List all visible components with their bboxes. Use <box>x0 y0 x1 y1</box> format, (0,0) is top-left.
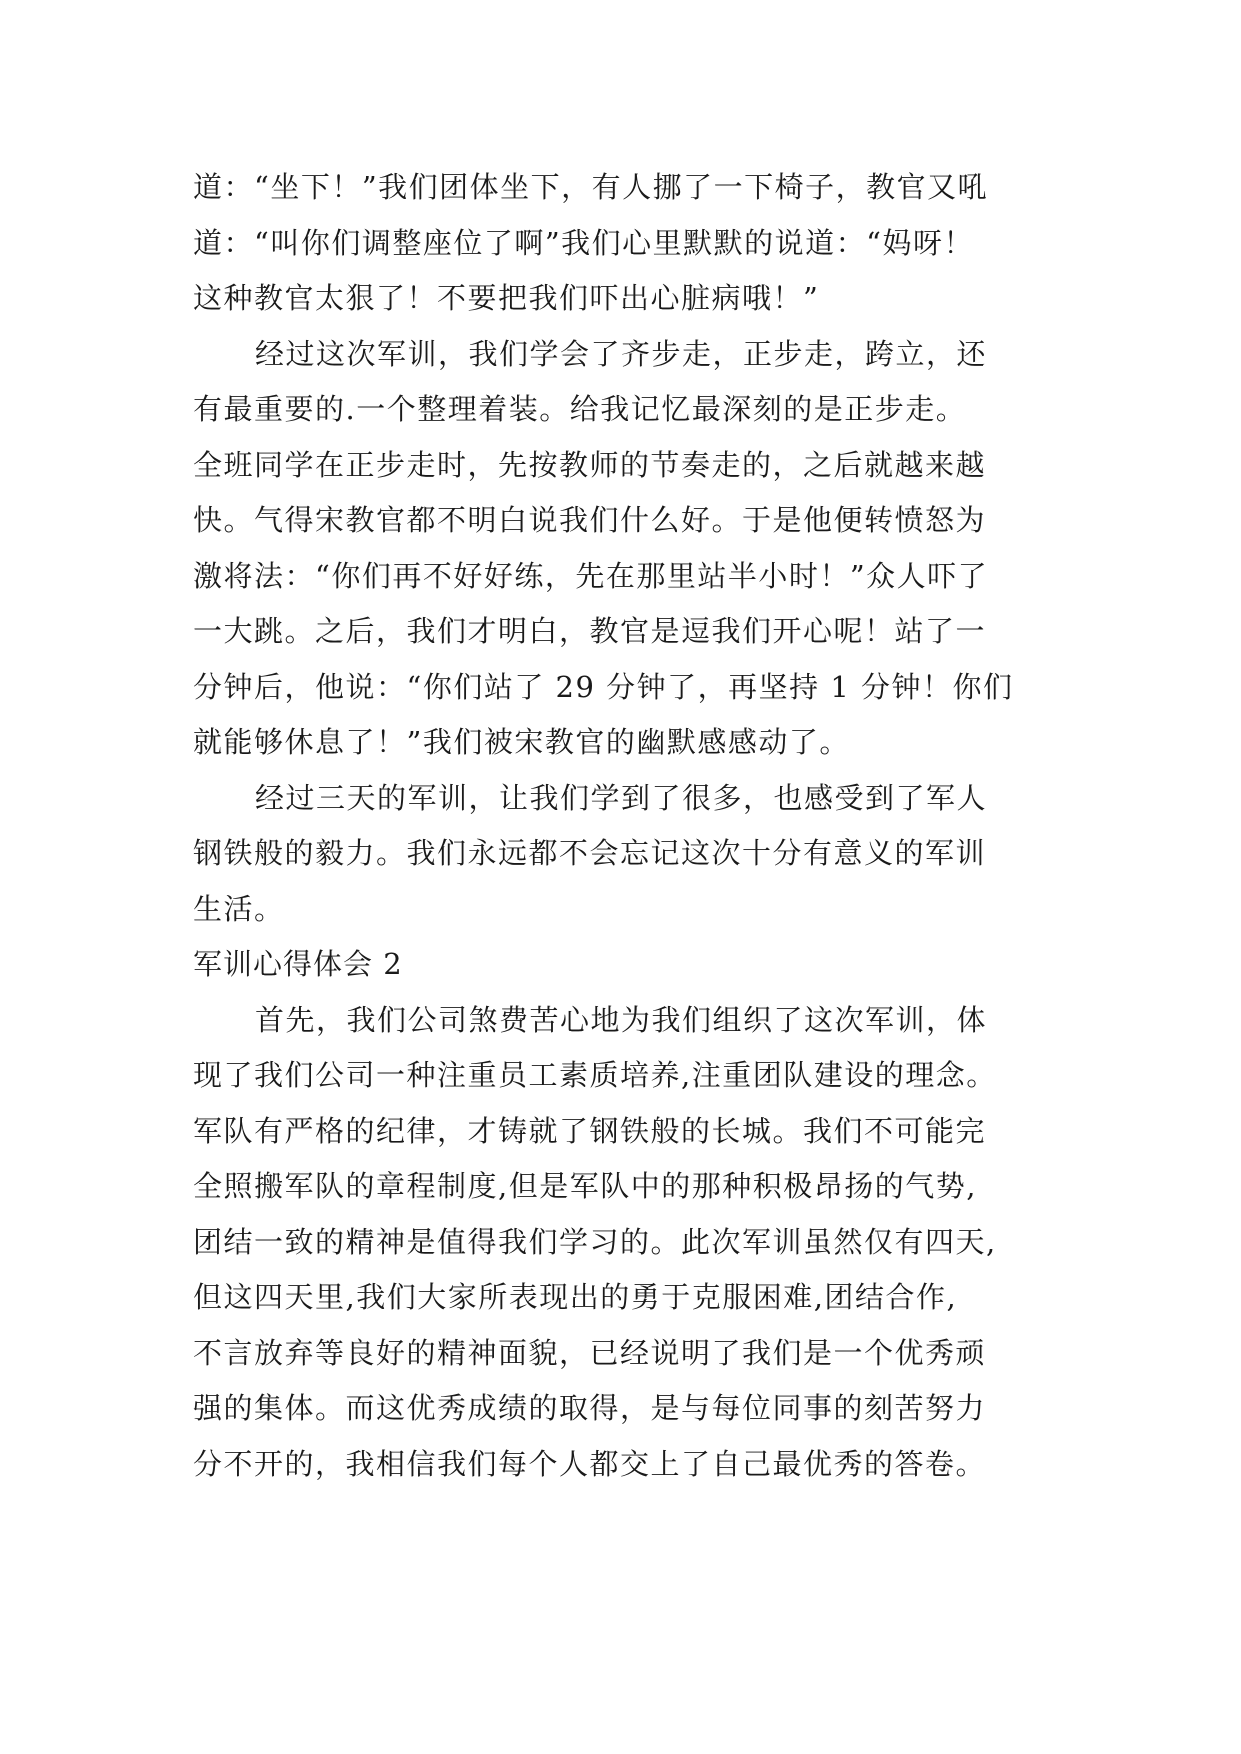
paragraph-first-line: 首先，我们公司煞费苦心地为我们组织了这次军训，体 <box>255 1002 988 1037</box>
text-line: 强的集体。而这优秀成绩的取得，是与每位同事的刻苦努力 <box>193 1391 987 1425</box>
text-line: 生活。 <box>193 891 285 926</box>
text-line: 钢铁般的毅力。我们永远都不会忘记这次十分有意义的军训 <box>193 836 987 870</box>
text-line: 一大跳。之后，我们才明白，教官是逗我们开心呢！站了一 <box>193 614 987 648</box>
text-line: 全班同学在正步走时，先按教师的节奏走的，之后就越来越 <box>193 447 987 482</box>
text-line: 快。气得宋教官都不明白说我们什么好。于是他便转愤怒为 <box>193 503 987 537</box>
paragraph-first-line: 经过三天的军训，让我们学到了很多，也感受到了军人 <box>255 780 988 815</box>
text-line: 就能够休息了！”我们被宋教官的幽默感感动了。 <box>193 725 850 759</box>
text-line: 军队有严格的纪律，才铸就了钢铁般的长城。我们不可能完 <box>193 1113 987 1148</box>
text-line: 分钟后，他说：“你们站了 29 分钟了，再坚持 1 分钟！你们 <box>193 669 1014 704</box>
text-line: 分不开的，我相信我们每个人都交上了自己最优秀的答卷。 <box>193 1446 987 1481</box>
document-body <box>193 160 1073 1492</box>
text-line: 有最重要的.一个整理着装。给我记忆最深刻的是正步走。 <box>193 392 967 426</box>
text-line: 团结一致的精神是值得我们学习的。此次军训虽然仅有四天, <box>193 1224 997 1259</box>
text-line: 道：“坐下！”我们团体坐下，有人挪了一下椅子，教官又吼 <box>193 170 989 204</box>
text-line: 现了我们公司一种注重员工素质培养,注重团队建设的理念。 <box>193 1058 997 1092</box>
text-line: 不言放弃等良好的精神面貌，已经说明了我们是一个优秀顽 <box>193 1335 987 1370</box>
section-heading: 军训心得体会 2 <box>193 947 403 981</box>
text-line: 激将法：“你们再不好好练，先在那里站半小时！”众人吓了 <box>193 558 989 593</box>
text-line: 这种教官太狠了！不要把我们吓出心脏病哦！” <box>193 281 820 315</box>
text-line: 全照搬军队的章程制度,但是军队中的那种积极昂扬的气势, <box>193 1169 977 1203</box>
text-line: 但这四天里,我们大家所表现出的勇于克服困难,团结合作, <box>193 1280 958 1314</box>
text-line: 道：“叫你们调整座位了啊”我们心里默默的说道：“妈呀！ <box>193 225 974 260</box>
paragraph-first-line: 经过这次军训，我们学会了齐步走，正步走，跨立，还 <box>255 336 988 371</box>
